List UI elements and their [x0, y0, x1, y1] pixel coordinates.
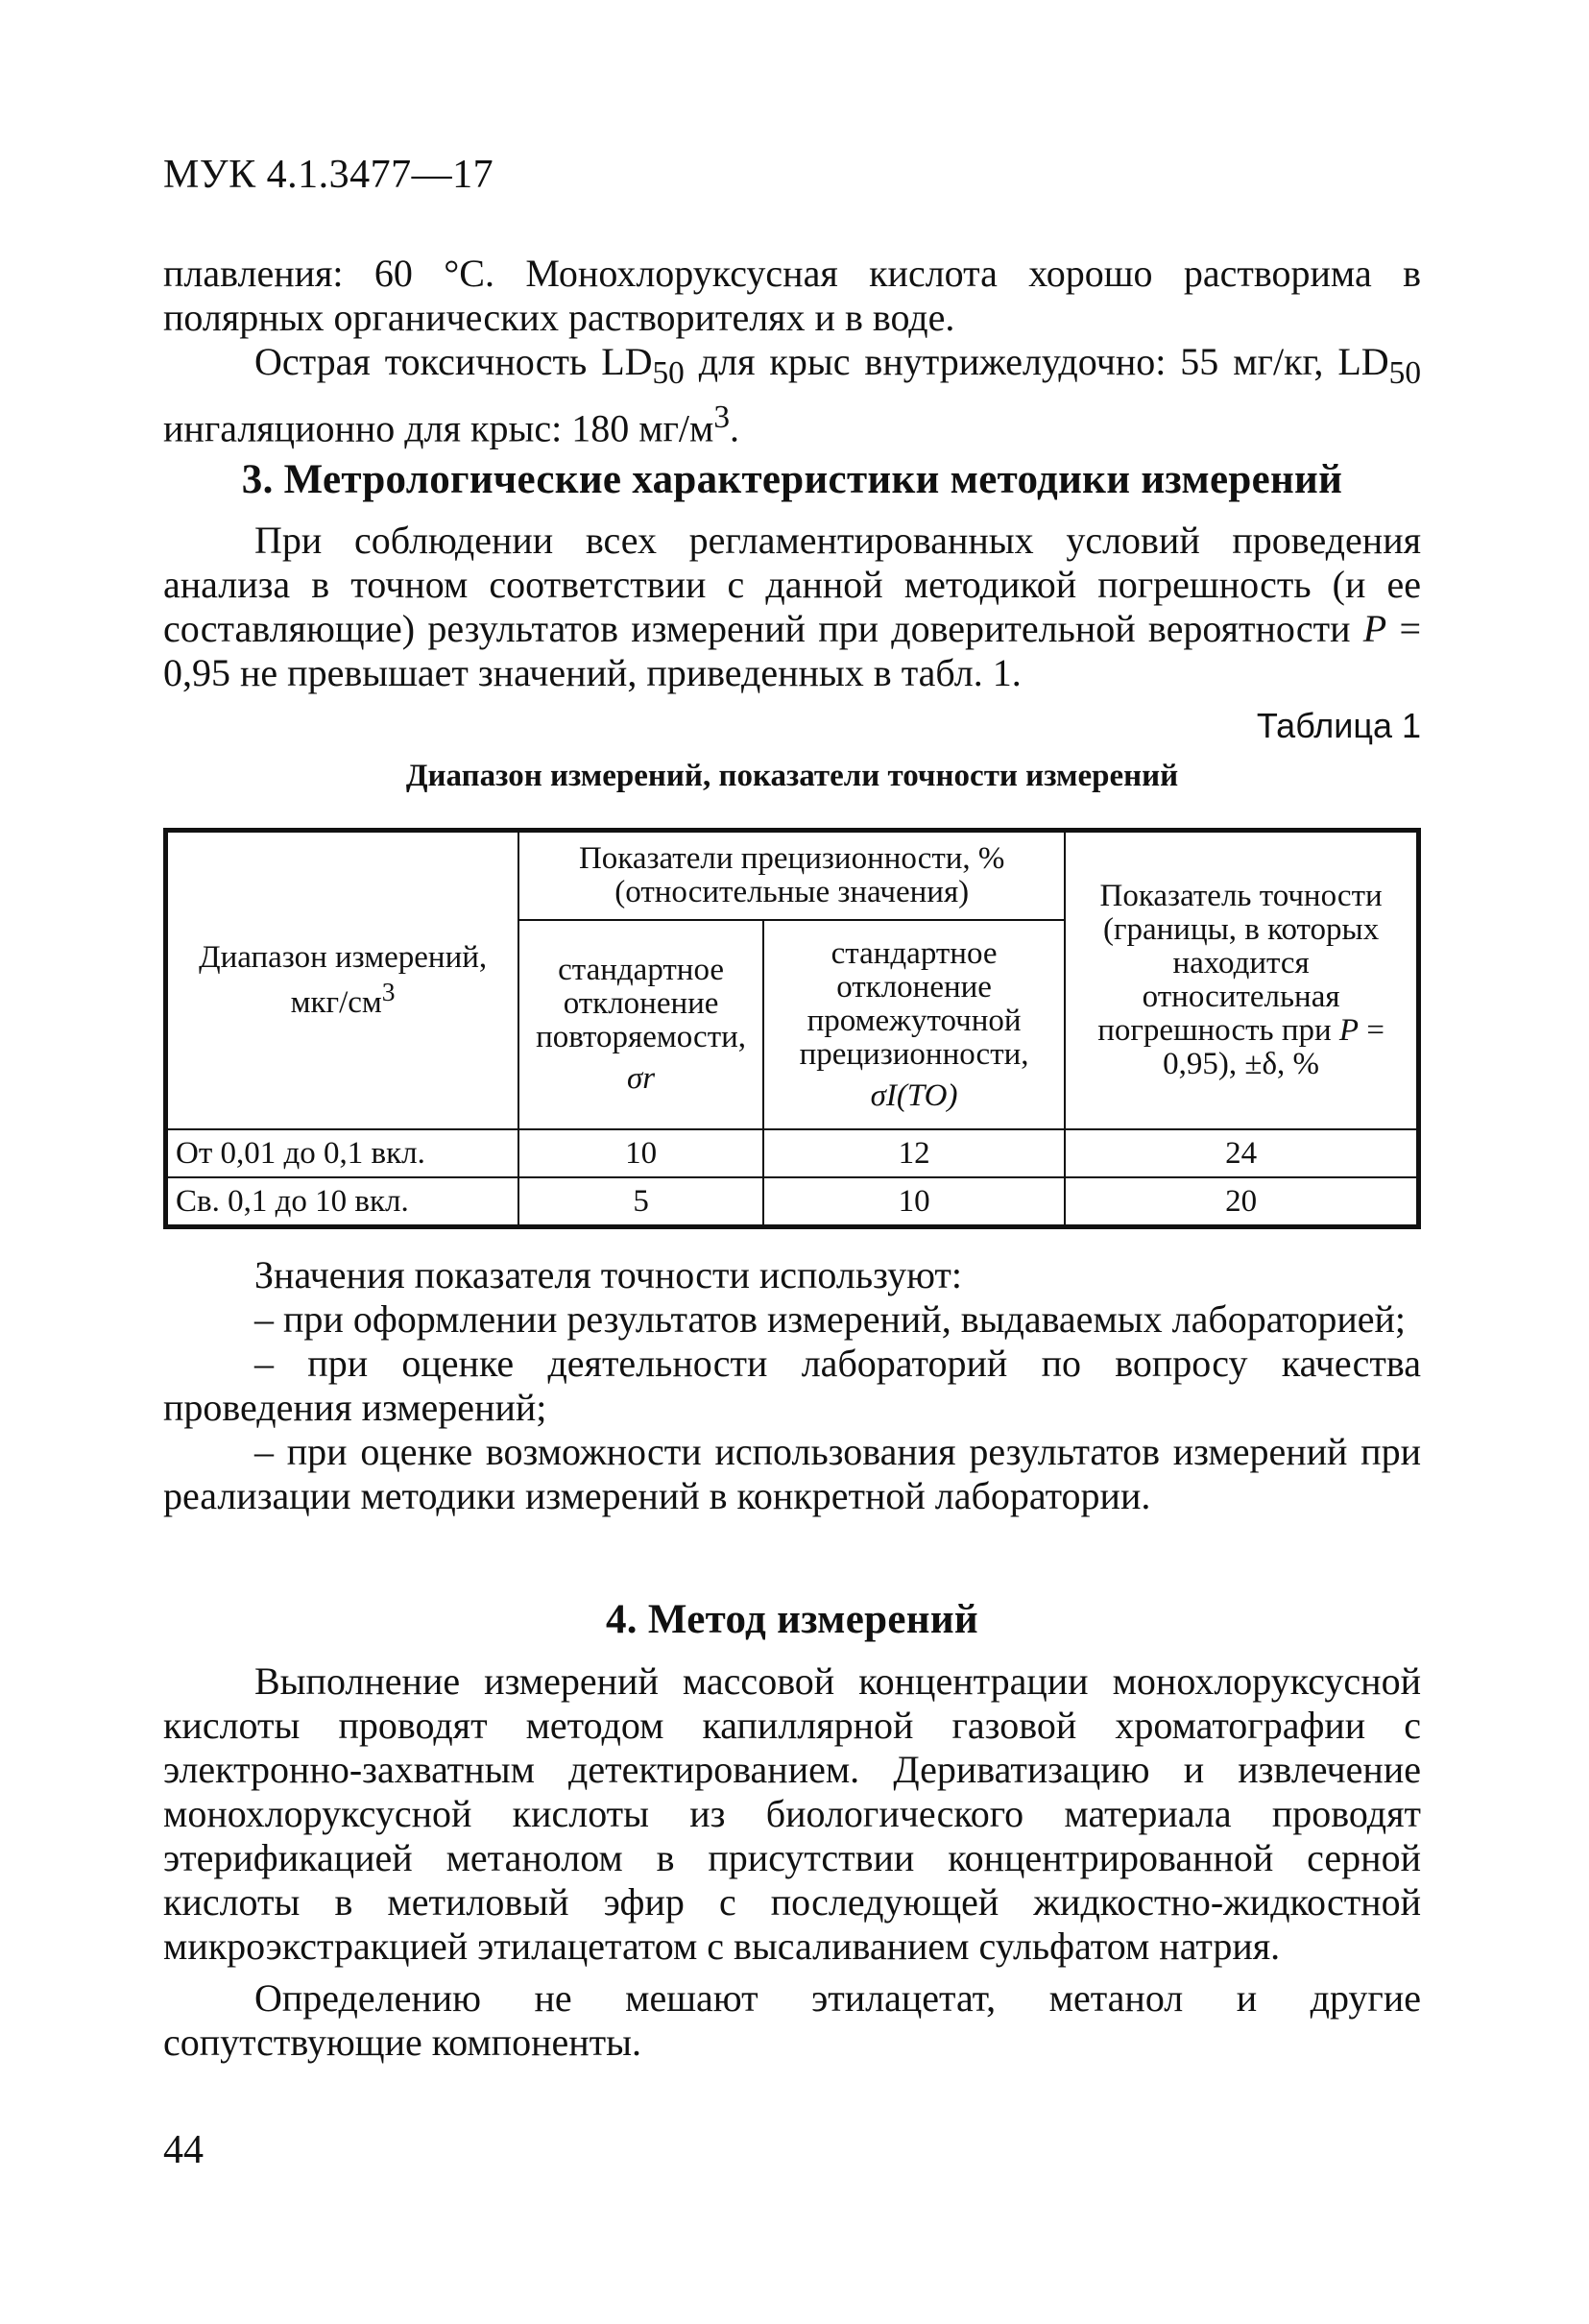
unit-superscript: 3	[713, 399, 731, 435]
cell-range: Св. 0,1 до 10 вкл.	[166, 1177, 519, 1227]
section-3-paragraph	[163, 519, 1421, 695]
section-3-heading: 3. Метрологические характеристики методики измерений	[241, 457, 1343, 502]
header-repeatability-text: стандартное отклонение повторяемости,	[536, 953, 747, 1054]
toxicity-text-b: для крыс внутрижелудочно: 55 мг/кг, LD	[684, 340, 1389, 383]
cell-repeatability: 5	[518, 1177, 763, 1227]
section-3-text-a: При соблюдении всех регламентированных условий проведения анализа в точном соответствии с данной методикой погрешность (и ее составляющие) результатов измерений при доверительной вероятности	[163, 519, 1421, 650]
header-range	[166, 831, 519, 1130]
section-4-text	[163, 1659, 1421, 2065]
toxicity-text-d: .	[730, 406, 740, 450]
toxicity-text-c: ингаляционно для крыс: 180 мг/м	[163, 406, 714, 450]
header-accuracy-text-b: = 0,95), ±δ, %	[1163, 1013, 1384, 1081]
toxicity-text-a: Острая токсичность LD	[254, 340, 653, 383]
table-title: Диапазон измерений, показатели точности измерений	[405, 759, 1179, 793]
accuracy-table	[163, 828, 1421, 1229]
document-code: МУК 4.1.3477—17	[163, 153, 494, 197]
ld-subscript-2: 50	[1388, 355, 1421, 391]
intro-paragraph-2	[163, 340, 1421, 450]
header-accuracy-text-a: Показатель точности (границы, в которых находится относительная погрешность при	[1097, 879, 1383, 1048]
table-row	[166, 1129, 1419, 1177]
page-number: 44	[163, 2128, 204, 2172]
usage-intro: Значения показателя точности используют:	[254, 1253, 963, 1296]
cell-accuracy: 24	[1065, 1129, 1418, 1177]
section-4-paragraph-1: Выполнение измерений массовой концентрации монохлоруксусной кислоты проводят методом капиллярной газовой хроматографии с электронно-захватным детектированием. Дериватизацию и извлечение монохлоруксусной кислоты из биологического материала проводят этерификацией метанолом в присутствии концентрированной серной кислоты в метиловый эфир с последующей жидкостно-жидкостной микроэкстракцией этилацетатом с высаливанием сульфатом натрия.	[163, 1659, 1421, 1968]
section-3-text-b: = 0,95 не превышает значений, приведенных в табл. 1.	[163, 607, 1421, 694]
header-range-sup: 3	[381, 977, 396, 1006]
section-4-heading: 4. Метод измерений	[606, 1597, 978, 1642]
header-intermediate-symbol: σI(TO)	[870, 1077, 958, 1113]
section-3-text	[163, 519, 1421, 695]
table-label: Таблица 1	[1256, 706, 1421, 745]
header-repeatability-symbol: σr	[627, 1061, 656, 1096]
usage-text	[163, 1253, 1421, 1518]
cell-range: От 0,01 до 0,1 вкл.	[166, 1129, 519, 1177]
header-repeatability	[518, 920, 763, 1129]
cell-intermediate: 10	[763, 1177, 1065, 1227]
section-4-paragraph-2: Определению не мешают этилацетат, метанол и другие сопутствующие компоненты.	[163, 1976, 1421, 2064]
header-intermediate-text: стандартное отклонение промежуточной прецизионности,	[799, 935, 1029, 1072]
table-header-row-1	[166, 831, 1419, 921]
cell-repeatability: 10	[518, 1129, 763, 1177]
cell-accuracy: 20	[1065, 1177, 1418, 1227]
usage-item-3: – при оценке возможности использования результатов измерений при реализации методики измерений в конкретной лаборатории.	[163, 1430, 1421, 1517]
probability-symbol: P	[1362, 607, 1387, 650]
header-intermediate	[763, 920, 1065, 1129]
header-accuracy-P: P	[1338, 1013, 1360, 1048]
cell-intermediate: 12	[763, 1129, 1065, 1177]
ld-subscript-1: 50	[652, 355, 685, 391]
header-range-text: Диапазон измерений, мкг/см	[199, 940, 488, 1020]
usage-item-1: – при оформлении результатов измерений, выдаваемых лабораторией;	[254, 1297, 1407, 1341]
header-precision-group: Показатели прецизионности, % (относительные значения)	[518, 831, 1065, 921]
table-row	[166, 1177, 1419, 1227]
intro-paragraph-1: плавления: 60 °С. Монохлоруксусная кислота хорошо растворима в полярных органических растворителях и в воде.	[163, 252, 1421, 339]
usage-item-2: – при оценке деятельности лабораторий по вопросу качества проведения измерений;	[163, 1342, 1421, 1429]
intro-text	[163, 252, 1421, 450]
header-accuracy	[1065, 831, 1418, 1130]
